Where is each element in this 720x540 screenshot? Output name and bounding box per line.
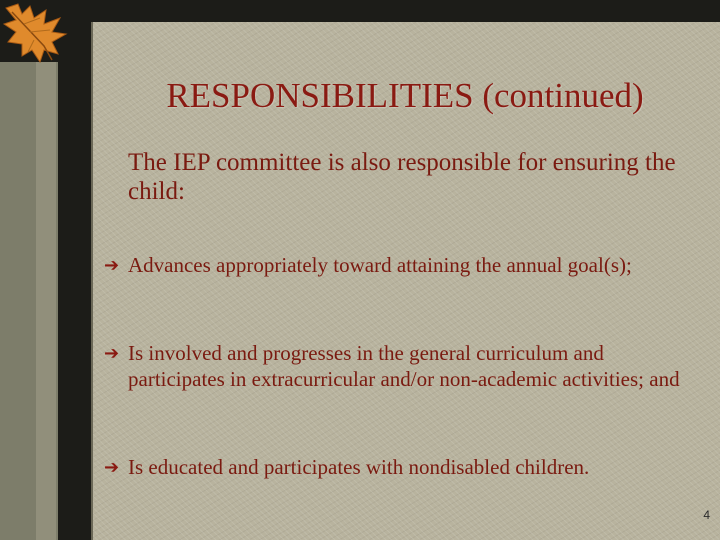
autumn-leaf-icon	[0, 0, 90, 66]
bullet-item-goals: Advances appropriately toward attaining the annual goal(s);	[128, 253, 632, 277]
slide-title: RESPONSIBILITIES (continued)	[166, 76, 644, 115]
page-number: 4	[703, 508, 710, 522]
top-frame-bar	[0, 0, 720, 22]
arrow-right-icon: ➔	[104, 343, 120, 364]
bullet-item-curriculum: Is involved and progresses in the general curriculum and participates in extracurricular and/or non-academic activities; and	[128, 341, 680, 391]
intro-text: The IEP committee is also responsible for ensuring the child:	[128, 149, 676, 205]
arrow-right-icon: ➔	[104, 255, 120, 276]
left-frame-stripe-light	[36, 62, 56, 540]
arrow-right-icon: ➔	[104, 457, 120, 478]
bullet-item-nondisabled: Is educated and participates with nondisabled children.	[128, 455, 590, 479]
